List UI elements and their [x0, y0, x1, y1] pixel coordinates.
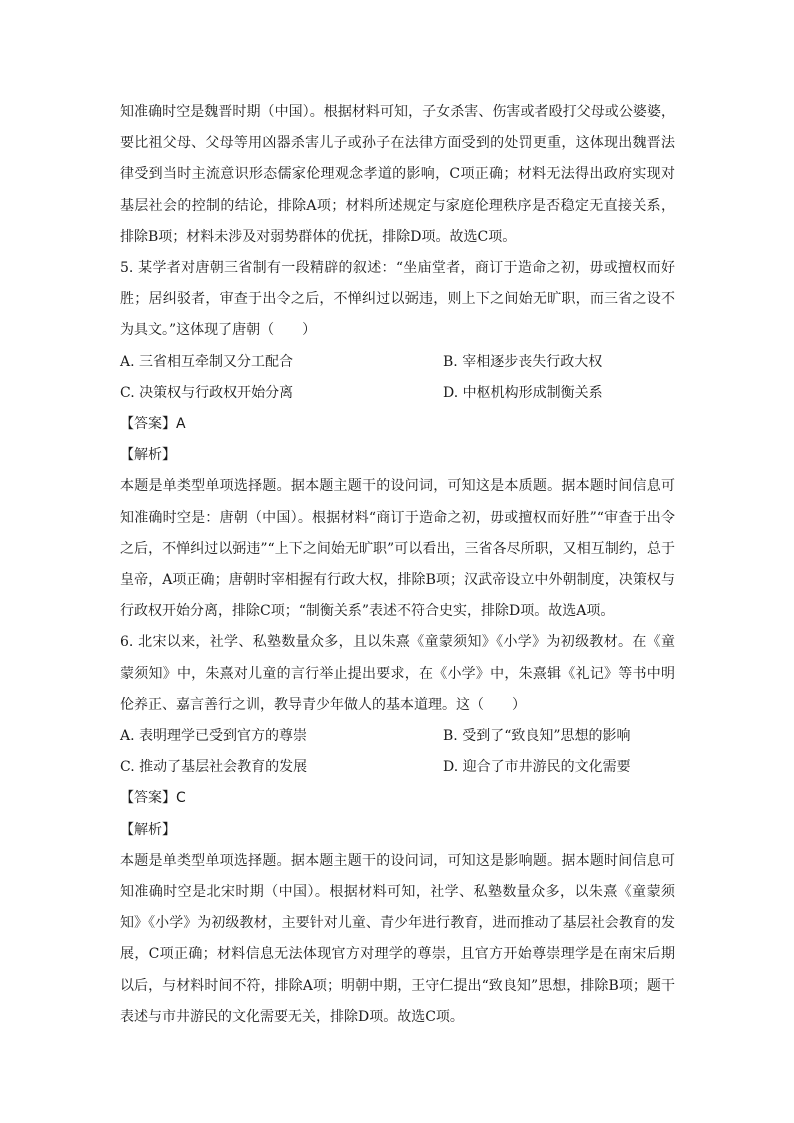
question-stem: 6. 北宋以来，社学、私塾数量众多，且以朱熹《童蒙须知》《小学》为初级教材。在《童蒙须知》中，朱熹对儿童的言行举止提出要求，在《小学》中，朱熹辑《礼记》等书中明伦养正、嘉言善行之训，教导青少年做人的基本道理。这（ ）	[120, 634, 675, 713]
analysis-heading: 【解析】	[120, 447, 176, 464]
answer-label: 【答案】C	[120, 790, 186, 807]
question-options	[120, 347, 675, 409]
question-5	[120, 253, 675, 627]
question-options	[120, 721, 675, 783]
option-b: B. 宰相逐步丧失行政大权	[443, 353, 603, 370]
analysis-text: 本题是单类型单项选择题。据本题主题干的设问词，可知这是本质题。据本题时间信息可知准确时空是：唐朝（中国）。根据材料“商订于造命之初，毋或擅权而好胜”“审查于出令之后，不惮纠过以弼违”“上下之间始无旷职”可以看出，三省各尽所职，又相互制约，总于皇帝，A项正确；唐朝时宰相握有行政大权，排除B项；汉武帝设立中外朝制度，决策权与行政权开始分离，排除C项；“制衡关系”表述不符合史实，排除D项。故选A项。	[120, 478, 675, 620]
page-content	[120, 97, 675, 1033]
analysis-text: 本题是单类型单项选择题。据本题主题干的设问词，可知这是影响题。据本题时间信息可知准确时空是北宋时期（中国）。根据材料可知，社学、私塾数量众多，以朱熹《童蒙须知》《小学》为初级教材，主要针对儿童、青少年进行教育，进而推动了基层社会教育的发展，C项正确；材料信息无法体现官方对理学的尊崇，且官方开始尊崇理学是在南宋后期以后，与材料时间不符，排除A项；明朝中期，王守仁提出“致良知”思想，排除B项；题干表述与市井游民的文化需要无关，排除D项。故选C项。	[120, 852, 675, 1025]
analysis-heading: 【解析】	[120, 821, 176, 838]
option-d: D. 迎合了市井游民的文化需要	[443, 759, 631, 776]
intro-paragraph: 知准确时空是魏晋时期（中国）。根据材料可知，子女杀害、伤害或者殴打父母或公婆婆，要比祖父母、父母等用凶器杀害儿子或孙子在法律方面受到的处罚更重，这体现出魏晋法律受到当时主流意识形态儒家伦理观念孝道的影响，C项正确；材料无法得出政府实现对基层社会的控制的结论，排除A项；材料所述规定与家庭伦理秩序是否稳定无直接关系，排除B项；材料未涉及对弱势群体的优抚，排除D项。故选C项。	[120, 104, 675, 245]
option-d: D. 中枢机构形成制衡关系	[443, 384, 603, 401]
option-a: A. 表明理学已受到官方的尊崇	[120, 728, 308, 744]
question-stem: 5. 某学者对唐朝三省制有一段精辟的叙述：“坐庙堂者，商订于造命之初，毋或擅权而好胜；居纠驳者，审查于出令之后，不惮纠过以弼违，则上下之间始无旷职，而三省之设不为具文。”这体现了唐朝（ ）	[120, 260, 675, 339]
option-b: B. 受到了“致良知”思想的影响	[443, 728, 631, 744]
answer-label: 【答案】A	[120, 416, 186, 432]
option-a: A. 三省相互牵制又分工配合	[120, 353, 294, 370]
option-c: C. 推动了基层社会教育的发展	[120, 759, 308, 776]
question-6	[120, 627, 675, 1033]
option-c: C. 决策权与行政权开始分离	[120, 384, 294, 401]
